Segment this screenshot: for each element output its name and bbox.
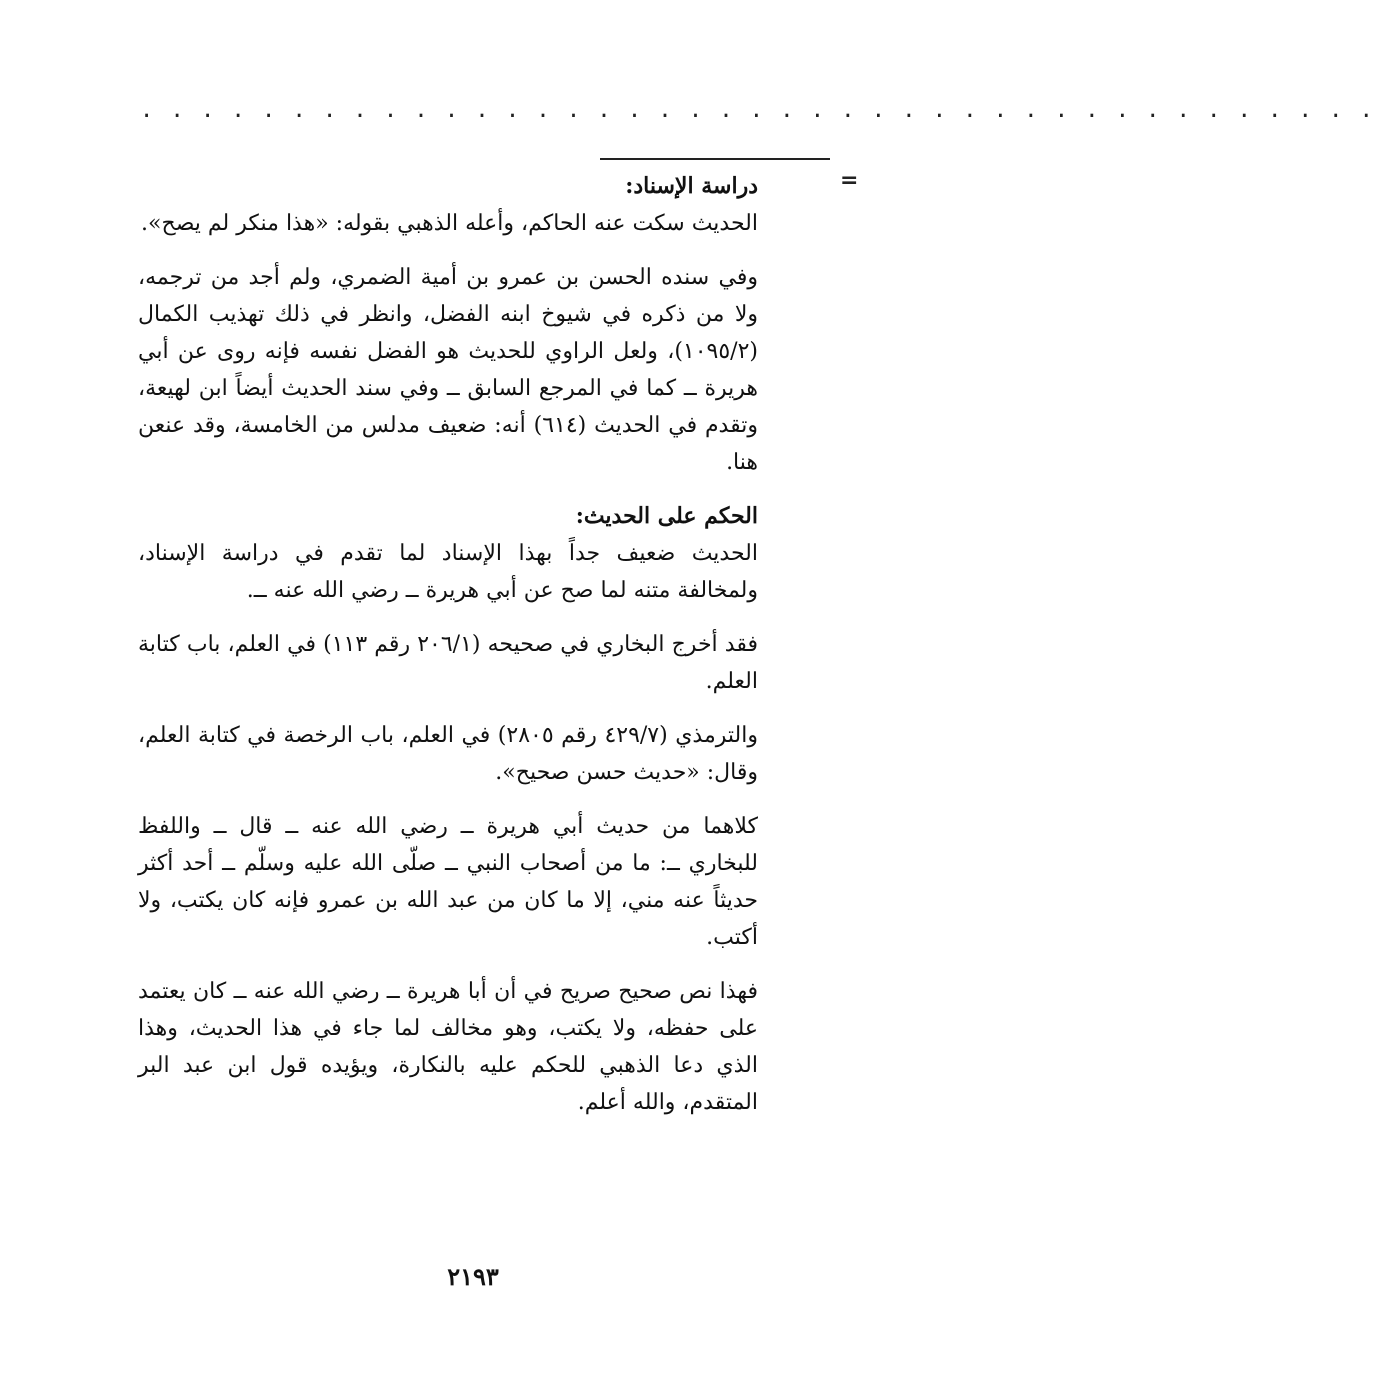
paragraph: كلاهما من حديث أبي هريرة ــ رضي الله عنه ــ قال ــ واللفظ للبخاري ــ: ما من أصحاب النبي ــ صلّى الله عليه وسلّم ــ أحد أكثر حديثاً عنه مني، إلا ما كان من عبد الله بن عمرو فإنه كان يكتب، ولا أكتب. [138, 814, 758, 950]
section-heading-ruling: الحكم على الحديث: [575, 503, 758, 529]
paragraph: فقد أخرج البخاري في صحيحه (٢٠٦/١ رقم ١١٣) في العلم، باب كتابة العلم. [138, 632, 758, 694]
paragraph: والترمذي (٤٢٩/٧ رقم ٢٨٠٥) في العلم، باب الرخصة في كتابة العلم، وقال: «حديث حسن صحيح». [138, 723, 758, 785]
page-number: ٢١٩٣ [447, 1262, 499, 1291]
paragraph: الحديث ضعيف جداً بهذا الإسناد لما تقدم في دراسة الإسناد، ولمخالفة متنه لما صح عن أبي هريرة ــ رضي الله عنه ــ. [138, 541, 758, 603]
dotted-separator: · · · · · · · · · · · · · · · · · · · · · · · · · · · · · · · · · · · · · · · · · [140, 104, 1375, 129]
paragraph: الحديث سكت عنه الحاكم، وأعله الذهبي بقوله: «هذا منكر لم يصح». [141, 211, 758, 236]
heading-rule [600, 158, 830, 160]
margin-marker: = [840, 168, 859, 193]
page-body [138, 168, 758, 1138]
paragraph: وفي سنده الحسن بن عمرو بن أمية الضمري، ولم أجد من ترجمه، ولا من ذكره في شيوخ ابنه الفضل، وانظر في ذلك تهذيب الكمال (١٠٩٥/٢)، ولعل الراوي للحديث هو الفضل نفسه فإنه روى عن أبي هريرة ــ كما في المرجع السابق ــ وفي سند الحديث أيضاً ابن لهيعة، وتقدم في الحديث (٦١٤) أنه: ضعيف مدلس من الخامسة، وقد عنعن هنا. [138, 265, 758, 475]
paragraph: فهذا نص صحيح صريح في أن أبا هريرة ــ رضي الله عنه ــ كان يعتمد على حفظه، ولا يكتب، وهو مخالف لما جاء في هذا الحديث، وهذا الذي دعا الذهبي للحكم عليه بالنكارة، ويؤيده قول ابن عبد البر المتقدم، والله أعلم. [138, 979, 758, 1115]
section-heading-isnad: دراسة الإسناد: [625, 173, 758, 199]
